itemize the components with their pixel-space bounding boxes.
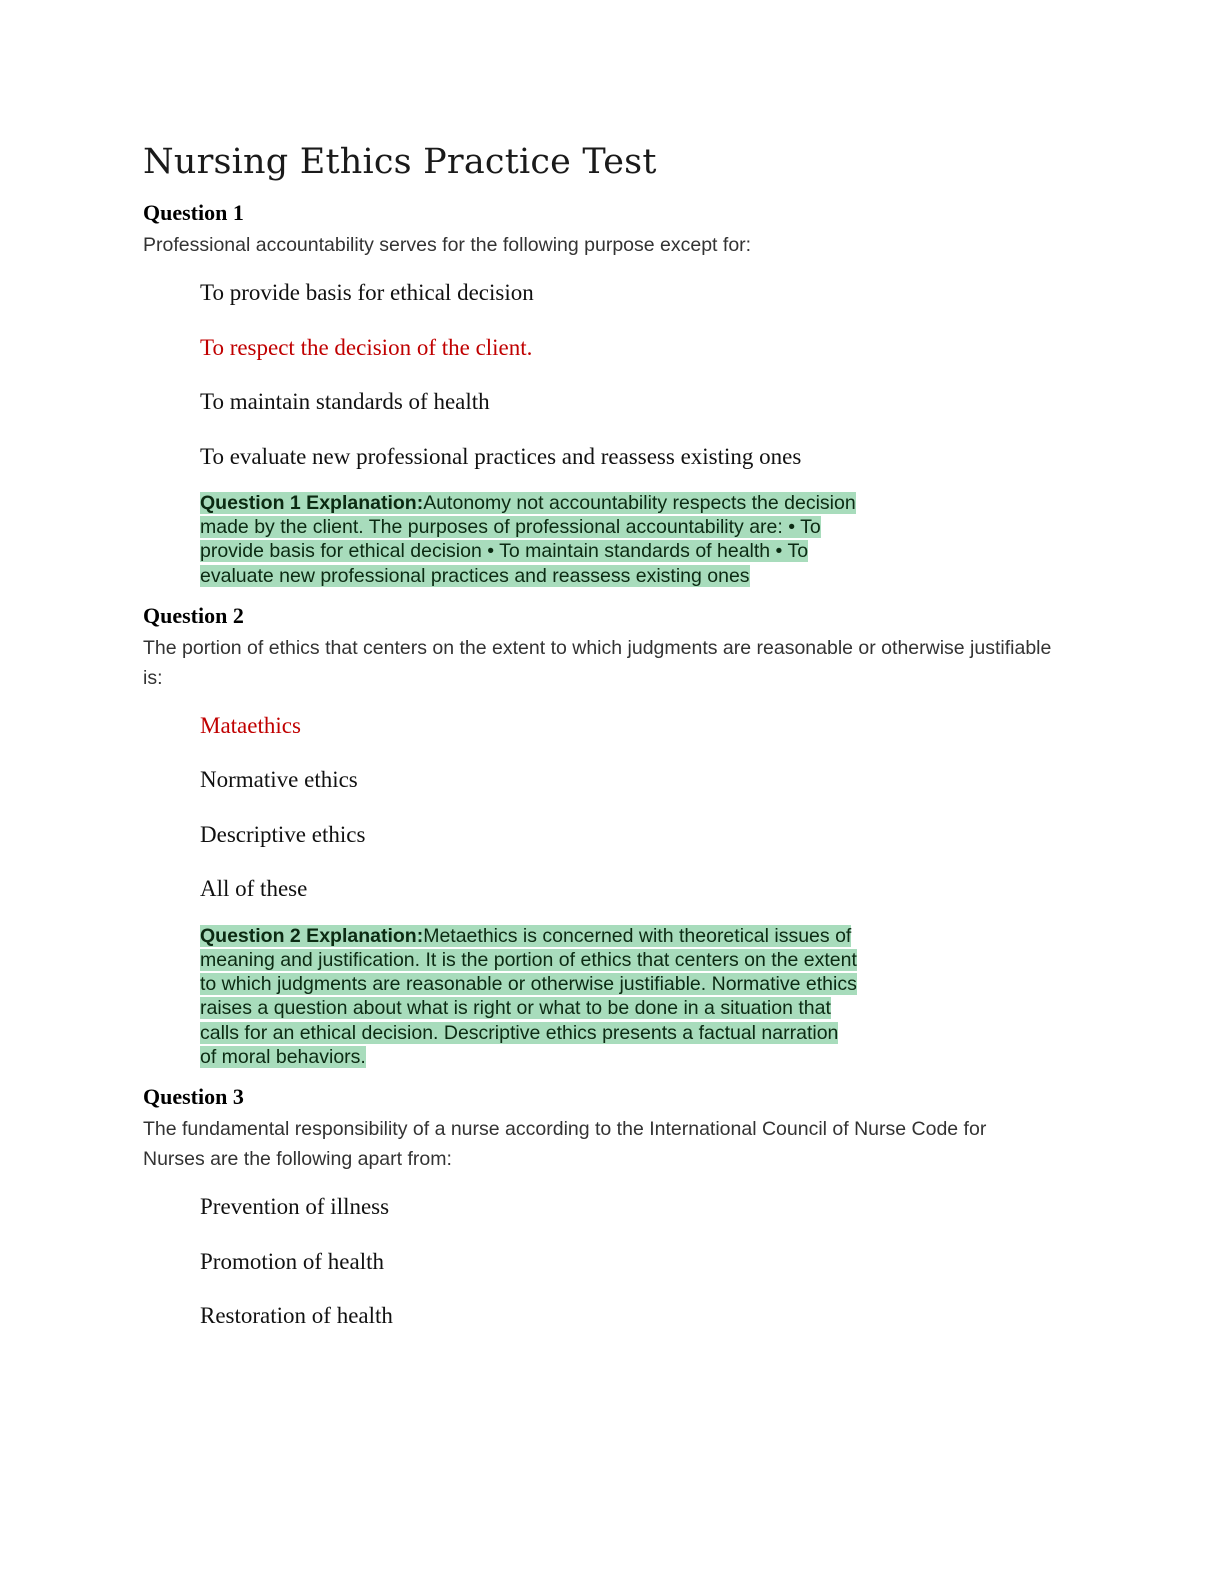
question-1 — [143, 200, 1083, 588]
answer-option[interactable]: Normative ethics — [200, 767, 358, 793]
explanation-text: Metaethics is concerned with theoretical issues of meaning and justification. It is the portion of ethics that centers on the extent to which judgments are reasonable or otherwise justifiable. Normative ethics raises a question about what is right or what to be done in a situation that calls for an ethical decision. Descriptive ethics presents a factual narration of moral behaviors. — [200, 924, 857, 1068]
question-prompt: The portion of ethics that centers on the extent to which judgments are reasonable or otherwise justifiable is: — [143, 636, 1052, 689]
answer-option[interactable]: To maintain standards of health — [200, 389, 490, 414]
document-page — [143, 140, 1083, 1357]
explanation-label: Question 1 Explanation: — [200, 492, 424, 514]
question-prompt: The fundamental responsibility of a nurse according to the International Council of Nurse Code for Nurses are the following apart from: — [143, 1118, 987, 1171]
answer-option[interactable]: Promotion of health — [200, 1248, 384, 1274]
question-heading: Question 3 — [143, 1084, 244, 1110]
answer-option[interactable]: Restoration of health — [200, 1303, 393, 1329]
answer-option[interactable]: To evaluate new professional practices and reassess existing ones — [200, 443, 802, 469]
answer-option-correct[interactable]: Mataethics — [200, 712, 301, 738]
answer-option-correct[interactable]: To respect the decision of the client. — [200, 334, 533, 360]
answer-option[interactable]: To provide basis for ethical decision — [200, 280, 534, 305]
answer-options — [200, 1193, 1083, 1330]
answer-options — [200, 279, 1083, 471]
page-title: Nursing Ethics Practice Test — [143, 142, 657, 182]
explanation-label: Question 2 Explanation: — [200, 924, 424, 947]
question-heading: Question 1 — [143, 200, 244, 225]
question-3 — [143, 1084, 1083, 1330]
answer-option[interactable]: Prevention of illness — [200, 1194, 390, 1220]
answer-options — [200, 712, 1083, 904]
answer-explanation — [200, 491, 860, 588]
question-2 — [143, 603, 1083, 1069]
answer-option[interactable]: All of these — [200, 876, 308, 902]
question-heading: Question 2 — [143, 602, 244, 628]
answer-explanation — [200, 924, 860, 1069]
question-prompt: Professional accountability serves for the following purpose except for: — [143, 234, 752, 256]
explanation-text: Autonomy not accountability respects the decision made by the client. The purposes of professional accountability are: • To provide basis for ethical decision • To maintain standards of health • To evaluate new professional practices and reassess existing ones — [200, 492, 856, 587]
answer-option[interactable]: Descriptive ethics — [200, 821, 366, 847]
